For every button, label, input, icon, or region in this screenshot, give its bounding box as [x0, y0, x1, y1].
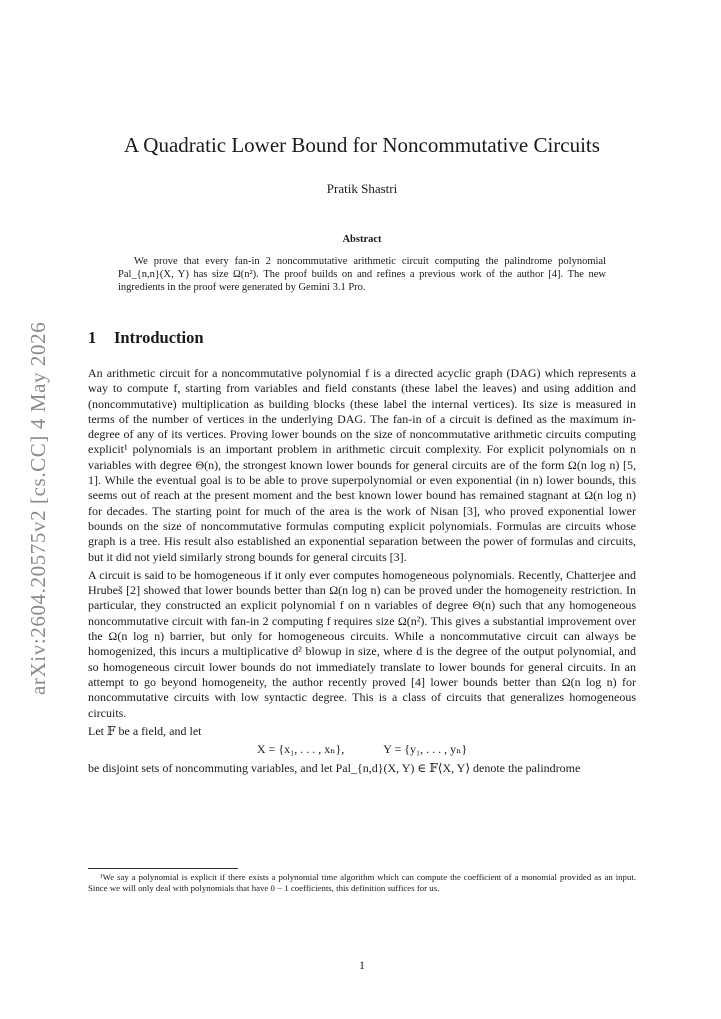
paper-title: A Quadratic Lower Bound for Noncommutative Circuits	[124, 133, 600, 157]
paragraph: An arithmetic circuit for a noncommutative polynomial f is a directed acyclic graph (DAG) which represents a way to compute f, starting from variables and field constants (these label the leaves) and using addition and (noncommutative) multiplication as building blocks (these label the internal vertices). Its size is measured in terms of the number of vertices in the underlying DAG. The fan-in of a circuit is defined as the maximum in-degree of any of its vertices. Proving lower bounds on the size of noncommutative arithmetic circuits computing explicit¹ polynomials is an important problem in arithmetic circuit complexity. For explicit polynomials on n variables with degree Θ(n), the strongest known lower bounds for general circuits are of the form Ω(n log n) [5, 1]. While the eventual goal is to be able to prove superpolynomial or even exponential (in n) lower bounds, this seems out of reach at the present moment and the best known lower bound has remained stagnant at Ω(n log n) for decades. The starting point for much of the area is the work of Nisan [3], who proved exponential lower bounds on the size of noncommutative formulas computing explicit polynomials. Formulas are circuits whose graph is a tree. His result also established an exponential separation between the power of formulas and circuits, but it did not yield similarly strong bounds for general circuits [3].	[88, 366, 636, 564]
paragraph: Let 𝔽 be a field, and let	[88, 723, 202, 738]
section-number: 1	[88, 328, 97, 347]
abstract-text: We prove that every fan-in 2 noncommutative arithmetic circuit computing the palindrome polynomial Pal_{n,n}(X, Y) has size Ω(n²). The proof builds on and refines a previous work of the author [4]. The new ingredients in the proof were generated by Gemini 3.1 Pro.	[118, 256, 606, 293]
display-equation	[88, 742, 636, 757]
section-body	[88, 366, 636, 780]
section-heading	[88, 328, 204, 348]
footnote-rule	[88, 868, 238, 869]
footnote: ¹We say a polynomial is explicit if there exists a polynomial time algorithm which can compute the coefficient of a monomial provided as an input. Since we will only deal with polynomials that have 0 − 1 coefficients, this definition suffices for us.	[88, 872, 636, 893]
equation-y: Y = {y₁, . . . , yₙ}	[383, 742, 468, 757]
arxiv-sidebar	[26, 300, 50, 695]
paragraph: be disjoint sets of noncommuting variables, and let Pal_{n,d}(X, Y) ∈ 𝔽⟨X, Y⟩ denote the palindrome	[88, 761, 581, 776]
equation-x: X = {x₁, . . . , xₙ},	[256, 742, 345, 757]
abstract-heading: Abstract	[342, 234, 382, 245]
arxiv-identifier: arXiv:2604.20575v2 [cs.CC] 4 May 2026	[26, 321, 50, 695]
section-title: Introduction	[114, 328, 204, 347]
paragraph: A circuit is said to be homogeneous if it only ever computes homogeneous polynomials. Recently, Chatterjee and Hrubeš [2] showed that lower bounds better than Ω(n log n) can be proved under the homogeneity restriction. In particular, they constructed an explicit polynomial f on n variables of degree Θ(n) such that any homogeneous noncommutative circuit with fan-in 2 computing f requires size Ω(n²). This gives a substantial improvement over the Ω(n log n) barrier, but only for homogeneous circuits. While a noncommutative circuit can always be homogenized, this incurs a multiplicative d² blowup in size, where d is the degree of the output polynomial, and so homogeneous circuit lower bounds do not immediately translate to lower bounds for general circuits. In an attempt to go beyond homogeneity, the author recently proved [4] lower bounds better than Ω(n log n) for noncommutative circuits with low syntactic degree. This is a class of circuits that generalizes homogeneous circuits.	[88, 567, 636, 720]
page-number: 1	[359, 958, 365, 972]
paper-author: Pratik Shastri	[326, 181, 398, 196]
